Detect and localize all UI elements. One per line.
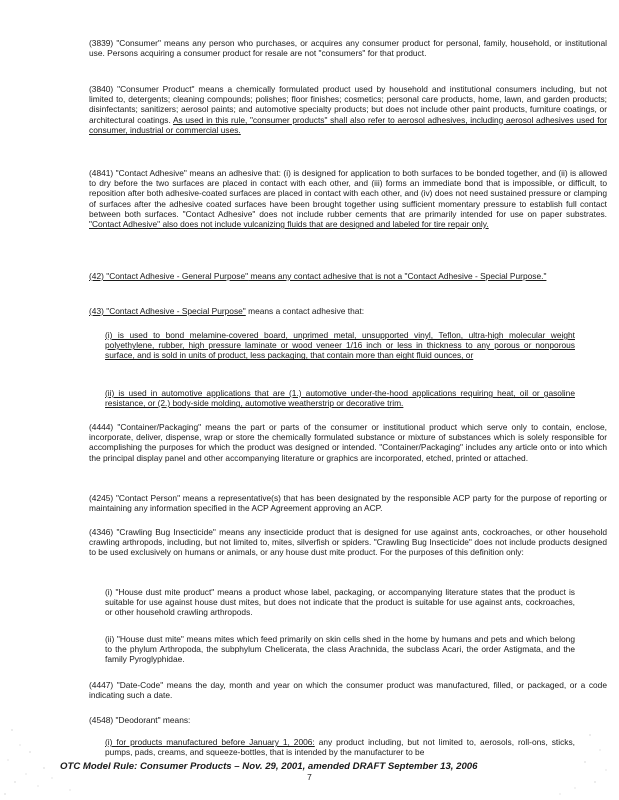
definition-consumer (57, 38, 607, 58)
page-number: 7 (307, 772, 312, 782)
paragraph-text: (4346) "Crawling Bug Insecticide" means any insecticide product that is designed for use against ants, cockroaches, or other household crawling arthropods, including, but not limited to, mites, silverfish or spiders. "Crawling Bug Insecticide" does not include products designed to be used exclusively on humans or animals, or any house dust mite product. For the purposes of this definition only: (89, 527, 607, 558)
amended-text: (i) is used to bond melamine-covered board, unprimed metal, unsupported vinyl, Teflon, ultra-high molecular weight polyethylene, rubber, high pressure laminate or wood veneer 1/16 inch or less in thickness to any porous or nonporous surface, and is sold in units of product, less packaging, that contain more than eight fluid ounces, or (105, 330, 575, 361)
paragraph-text: (4841) "Contact Adhesive" means an adhesive that: (i) is designed for application to both surfaces to be bonded together, and (ii) is allowed to dry before the two surfaces are placed in contact with each other, and (iii) forms an immediate bond that is impossible, or difficult, to reposition after both adhesive-coated surfaces are placed in contact with each other, and (iv) does not need sustained pressure or clamping of surfaces after the adhesive coated surfaces have been brought together using sufficient momentary pressure to establish full contact between both surfaces. "Contact Adhesive" does not include rubber cements that are primarily intended for use on paper substrates. (89, 168, 607, 219)
definition-crawling-bug-insecticide (57, 527, 607, 558)
paragraph-text: (3840) "Consumer Product" means a chemically formulated product used by household and institutional consumers including, but not limited to, detergents; cleaning compounds; polishes; floor finishes; cosmetics; personal care products, home, lawn, and garden products; disinfectants; sanitizers; aerosol paints; and automotive specialty products; but does not include other paint products, furniture coatings, or architectural coatings. (89, 84, 607, 125)
footer-title: OTC Model Rule: Consumer Products – Nov. 29, 2001, amended DRAFT September 13, 2006 (60, 761, 478, 772)
amended-text: (i) for products manufactured before January 1, 2006: (105, 737, 315, 747)
definition-contact-adhesive-general (57, 271, 607, 281)
amended-text: (ii) is used in automotive applications that are (1.) automotive under-the-hood applications requiring heat, oil or gasoline resistance, or (2.) body-side molding, automotive weatherstrip or decorative trim. (105, 388, 575, 409)
amended-text: (42) "Contact Adhesive - General Purpose" (89, 271, 249, 281)
paragraph-text: (4444) "Container/Packaging" means the part or parts of the consumer or institutional product which serve only to contain, enclose, incorporate, deliver, dispense, wrap or store the chemically formulated substance or mixture of substances which is solely responsible for accomplishing the purposes for which the product was designed or intended. "Container/Packaging" includes any article onto or into which the principal display panel and other accompanying literature or graphics are incorporated, etched, printed or attached. (89, 422, 607, 463)
amended-text: As used in this rule, "consumer products" shall also refer to aerosol adhesives, including aerosol adhesives used for consumer, industrial or commercial uses. (89, 114, 607, 135)
paragraph-text: (4548) "Deodorant" means: (89, 715, 191, 725)
paragraph-text: (4447) "Date-Code" means the day, month and year on which the consumer product was manufactured, filled, or packaged, or a code indicating such a date. (89, 680, 607, 701)
definition-contact-person (57, 493, 607, 513)
definition-consumer-product (57, 84, 607, 135)
paragraph-text: means a contact adhesive that: (245, 306, 365, 316)
amended-text: (43) "Contact Adhesive - Special Purpose" (89, 306, 246, 316)
amended-text: means any contact adhesive that is not a "Contact Adhesive - Special Purpose." (248, 271, 547, 281)
paragraph-text: (3839) "Consumer" means any person who purchases, or acquires any consumer product for personal, family, household, or institutional use. Persons acquiring a consumer product for resale are not "consumers" for that product. (89, 38, 607, 59)
paragraph-text: (4245) "Contact Person" means a representative(s) that has been designated by the responsible ACP party for the purpose of reporting or maintaining any information specified in the ACP Agreement approving an ACP. (89, 493, 607, 514)
definition-contact-adhesive-special (57, 306, 607, 316)
paragraph-text: (ii) "House dust mite" means mites which feed primarily on skin cells shed in the home by humans and pets and which belong to the phylum Arthropoda, the subphylum Chelicerata, the class Arachnida, the subclass Acari, the order Astigmata, and the family Pyroglyphidae. (105, 634, 575, 665)
special-purpose-item-i (105, 330, 575, 361)
special-purpose-item-ii (105, 388, 575, 408)
house-dust-mite-product (105, 587, 575, 618)
paragraph-text: any product including, but not limited to, aerosols, roll-ons, sticks, pumps, pads, creams, and squeeze-bottles, that is intended by the manufacturer to be (105, 737, 575, 758)
definition-contact-adhesive (57, 168, 607, 229)
house-dust-mite (105, 634, 575, 665)
scan-noise (0, 690, 619, 800)
amended-text: "Contact Adhesive" also does not include vulcanizing fluids that are designed and labeled for tire repair only. (89, 219, 489, 230)
paragraph-text: (i) "House dust mite product" means a product whose label, packaging, or accompanying literature states that the product is suitable for use against house dust mites, but does not indicate that the product is suitable for use against ants, cockroaches, or other household crawling arthropods. (105, 587, 575, 618)
definition-container-packaging (57, 422, 607, 463)
